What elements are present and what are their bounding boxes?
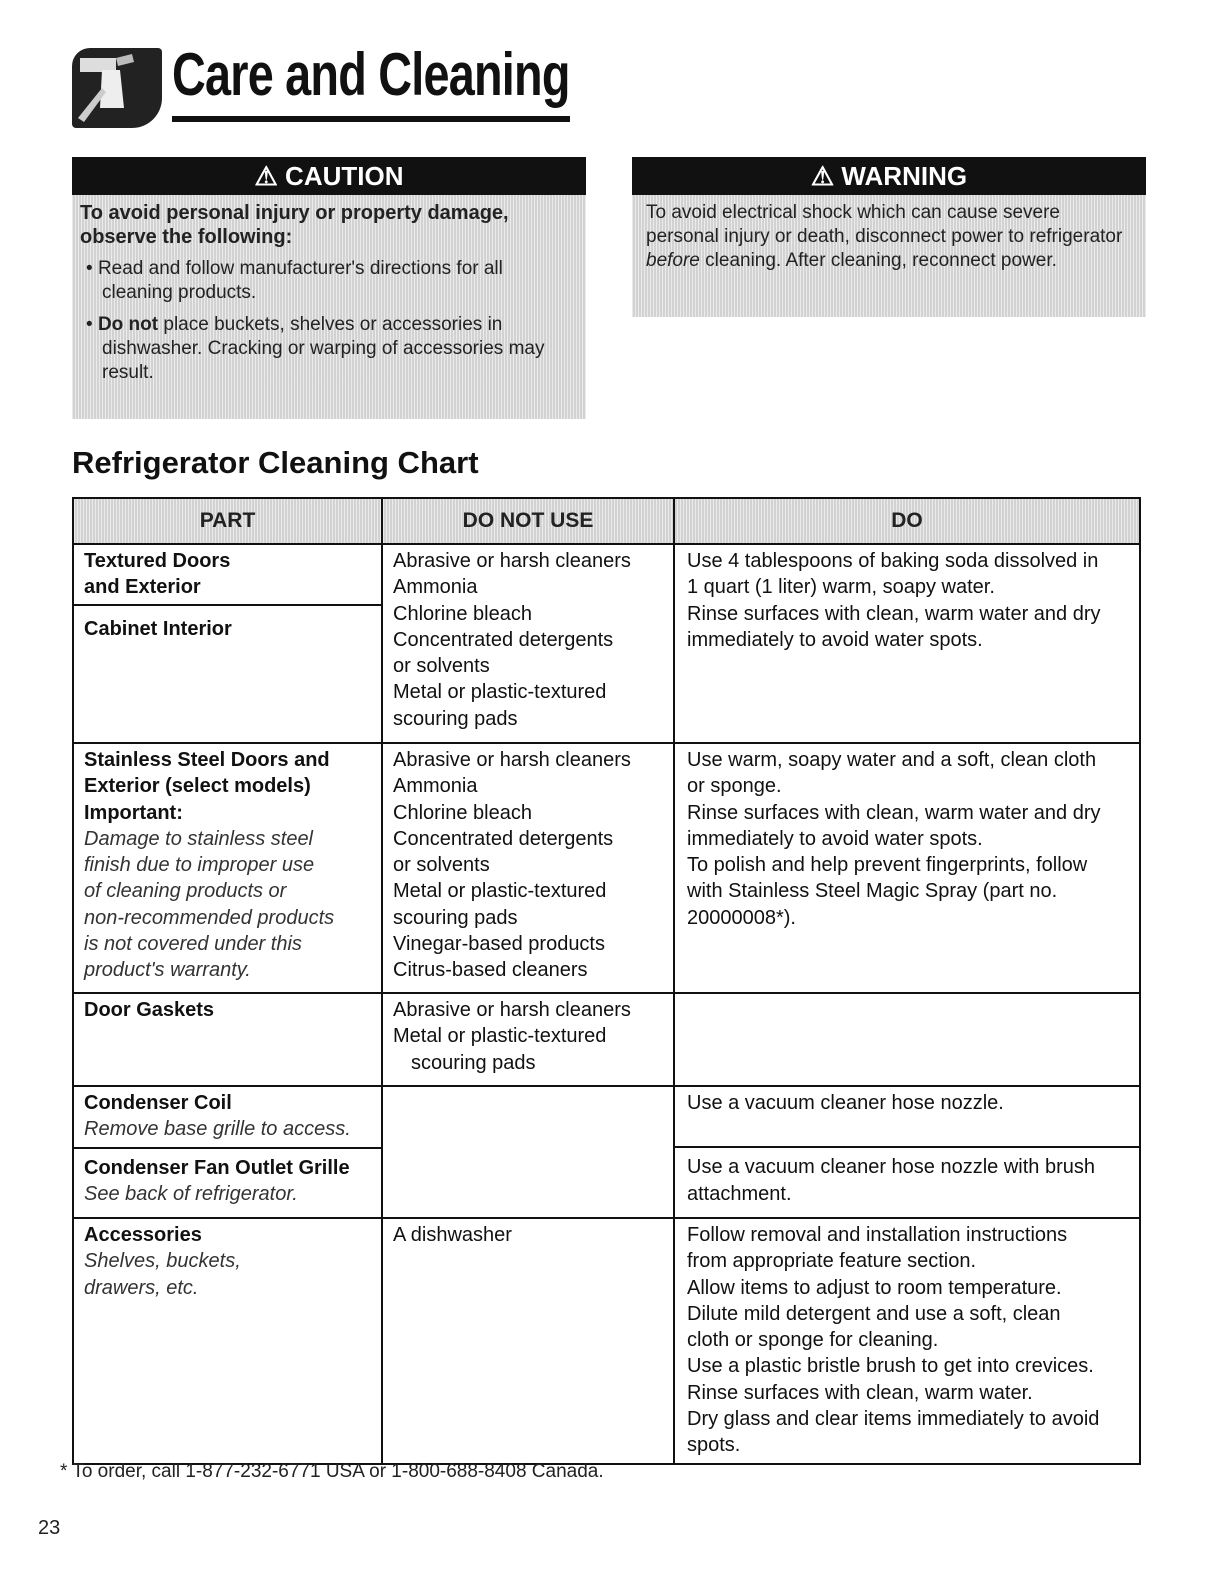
do-cell [675, 994, 1139, 1085]
part-note: drawers, etc. [84, 1276, 199, 1299]
list-item: Ammonia [393, 775, 478, 798]
part-title: Accessories [84, 1224, 202, 1246]
part-title: Textured Doors [84, 550, 231, 572]
list-item: Rinse surfaces with clean, warm water and dry [687, 602, 1101, 625]
part-title: Exterior (select models) [84, 775, 311, 798]
list-item: Use a vacuum cleaner hose nozzle with brush [687, 1156, 1095, 1179]
list-item: Use 4 tablespoons of baking soda dissolved in [687, 550, 1099, 572]
part-cell [74, 1087, 383, 1217]
caution-body [72, 195, 586, 419]
caution-bullet-2: • Do not place buckets, shelves or accessories in dishwasher. Cracking or warping of accessories may result. [86, 314, 545, 383]
warning-body [632, 195, 1146, 317]
part-title: Door Gaskets [84, 999, 215, 1021]
list-item: Dry glass and clear items immediately to avoid [687, 1408, 1100, 1431]
part-subdivision [74, 604, 381, 642]
part-note: See back of refrigerator. [84, 1182, 298, 1205]
list-item: scouring pads [411, 1051, 536, 1074]
part-cell [74, 545, 383, 742]
part-note: Damage to stainless steel [84, 827, 314, 850]
do-cell [675, 1087, 1139, 1217]
list-item: with Stainless Steel Magic Spray (part no. [687, 880, 1058, 903]
list-item: immediately to avoid water spots. [687, 827, 983, 850]
list-item: spots. [687, 1434, 741, 1457]
caution-box [72, 157, 586, 413]
caution-bullet-1: • Read and follow manufacturer's directions for all cleaning products. [86, 258, 503, 303]
part-note: Remove base grille to access. [84, 1118, 351, 1141]
page-title: Care and Cleaning [172, 41, 570, 108]
part-title: Condenser Coil [84, 1092, 232, 1114]
table-row [74, 545, 1139, 744]
list-item: Concentrated detergents [393, 628, 614, 651]
caution-bullet-2-text: place buckets, shelves or accessories in dishwasher. Cracking or warping of accessories may result. [102, 314, 545, 383]
list-item: Citrus-based cleaners [393, 959, 588, 982]
list-item: Use warm, soapy water and a soft, clean cloth [687, 749, 1097, 771]
do-not-use-cell [383, 1219, 675, 1463]
part-note: finish due to improper use [84, 854, 315, 877]
warning-text [640, 201, 1138, 273]
list-item: Follow removal and installation instructions [687, 1224, 1068, 1246]
list-item: scouring pads [393, 906, 518, 929]
table-row [74, 1087, 1139, 1219]
warning-text-italic: before [646, 250, 700, 271]
part-note: of cleaning products or [84, 880, 287, 903]
list-item: Abrasive or harsh cleaners [393, 749, 631, 771]
footnote: * To order, call 1-877-232-6771 USA or 1-800-688-8408 Canada. [60, 1461, 604, 1482]
page-number: 23 [38, 1517, 61, 1539]
list-item: Use a vacuum cleaner hose nozzle. [687, 1092, 1004, 1114]
list-item: 20000008*). [687, 906, 796, 929]
do-not-use-cell [383, 1087, 675, 1217]
table-row [74, 994, 1139, 1087]
list-item: or sponge. [687, 775, 782, 798]
list-item: Chlorine bleach [393, 801, 532, 824]
do-not-use-cell [383, 994, 675, 1085]
list-item: Chlorine bleach [393, 602, 532, 625]
do-not-use-cell [383, 545, 675, 742]
list-item: Ammonia [393, 576, 478, 599]
chart-header-row [74, 499, 1139, 545]
part-subdivision [74, 1147, 381, 1208]
part-note: non-recommended products [84, 906, 335, 929]
part-cell [74, 1219, 383, 1463]
title-underline [172, 116, 570, 122]
list-item: 1 quart (1 liter) warm, soapy water. [687, 576, 995, 599]
list-item: Vinegar-based products [393, 933, 605, 956]
caution-intro: To avoid personal injury or property damage, observe the following: [80, 202, 509, 248]
header-do: DO [891, 509, 923, 532]
list-item: Abrasive or harsh cleaners [393, 550, 631, 572]
part-note: is not covered under this [84, 933, 302, 956]
part-title: Stainless Steel Doors and [84, 749, 330, 771]
part-cell [74, 994, 383, 1085]
warning-text-2: cleaning. After cleaning, reconnect power. [699, 250, 1057, 271]
list-item: attachment. [687, 1182, 792, 1205]
table-row [74, 744, 1139, 994]
list-item: Metal or plastic-textured [393, 880, 607, 903]
warning-heading: ⚠ WARNING [632, 157, 1146, 195]
list-item: Metal or plastic-textured [393, 681, 607, 704]
list-item: Rinse surfaces with clean, warm water. [687, 1381, 1033, 1404]
list-item: Rinse surfaces with clean, warm water and dry [687, 801, 1101, 824]
spray-bottle-icon [72, 48, 162, 128]
warning-box [632, 157, 1146, 311]
do-cell [675, 1219, 1139, 1463]
list-item: To polish and help prevent fingerprints, follow [687, 854, 1088, 877]
list-item: Metal or plastic-textured [393, 1025, 607, 1048]
part-note: product's warranty. [84, 959, 251, 982]
table-row [74, 1219, 1139, 1463]
part-title: and Exterior [84, 576, 201, 599]
part-title: Important: [84, 801, 183, 824]
do-cell [675, 545, 1139, 742]
part-cell [74, 744, 383, 992]
cleaning-chart [72, 497, 1141, 1465]
do-not-use-cell [383, 744, 675, 992]
part-title: Condenser Fan Outlet Grille [84, 1156, 350, 1179]
part-note: Shelves, buckets, [84, 1250, 241, 1273]
chart-title: Refrigerator Cleaning Chart [72, 445, 479, 480]
caution-bullet-2-bold: Do not [97, 314, 159, 335]
caution-bullet-1-text: Read and follow manufacturer's directions for all cleaning products. [97, 258, 503, 303]
header-do-not-use: DO NOT USE [383, 499, 675, 543]
header-part: PART [74, 499, 383, 543]
page-header [72, 40, 572, 130]
warning-text-1: To avoid electrical shock which can cause severe personal injury or death, disconnect power to refrigerator [646, 202, 1123, 247]
list-item: Allow items to adjust to room temperature. [687, 1276, 1062, 1299]
list-item: Concentrated detergents [393, 827, 614, 850]
list-item: A dishwasher [393, 1224, 512, 1246]
list-item: Dilute mild detergent and use a soft, clean [687, 1302, 1061, 1325]
list-item: or solvents [393, 655, 490, 678]
list-item: from appropriate feature section. [687, 1250, 977, 1273]
list-item: immediately to avoid water spots. [687, 628, 983, 651]
caution-heading: ⚠ CAUTION [72, 157, 586, 195]
list-item: or solvents [393, 854, 490, 877]
list-item: Use a plastic bristle brush to get into crevices. [687, 1355, 1094, 1378]
list-item: cloth or sponge for cleaning. [687, 1329, 939, 1352]
part-title: Cabinet Interior [84, 617, 232, 640]
do-subdivision [675, 1146, 1141, 1207]
do-cell [675, 744, 1139, 992]
list-item: scouring pads [393, 707, 518, 730]
list-item: Abrasive or harsh cleaners [393, 999, 631, 1021]
